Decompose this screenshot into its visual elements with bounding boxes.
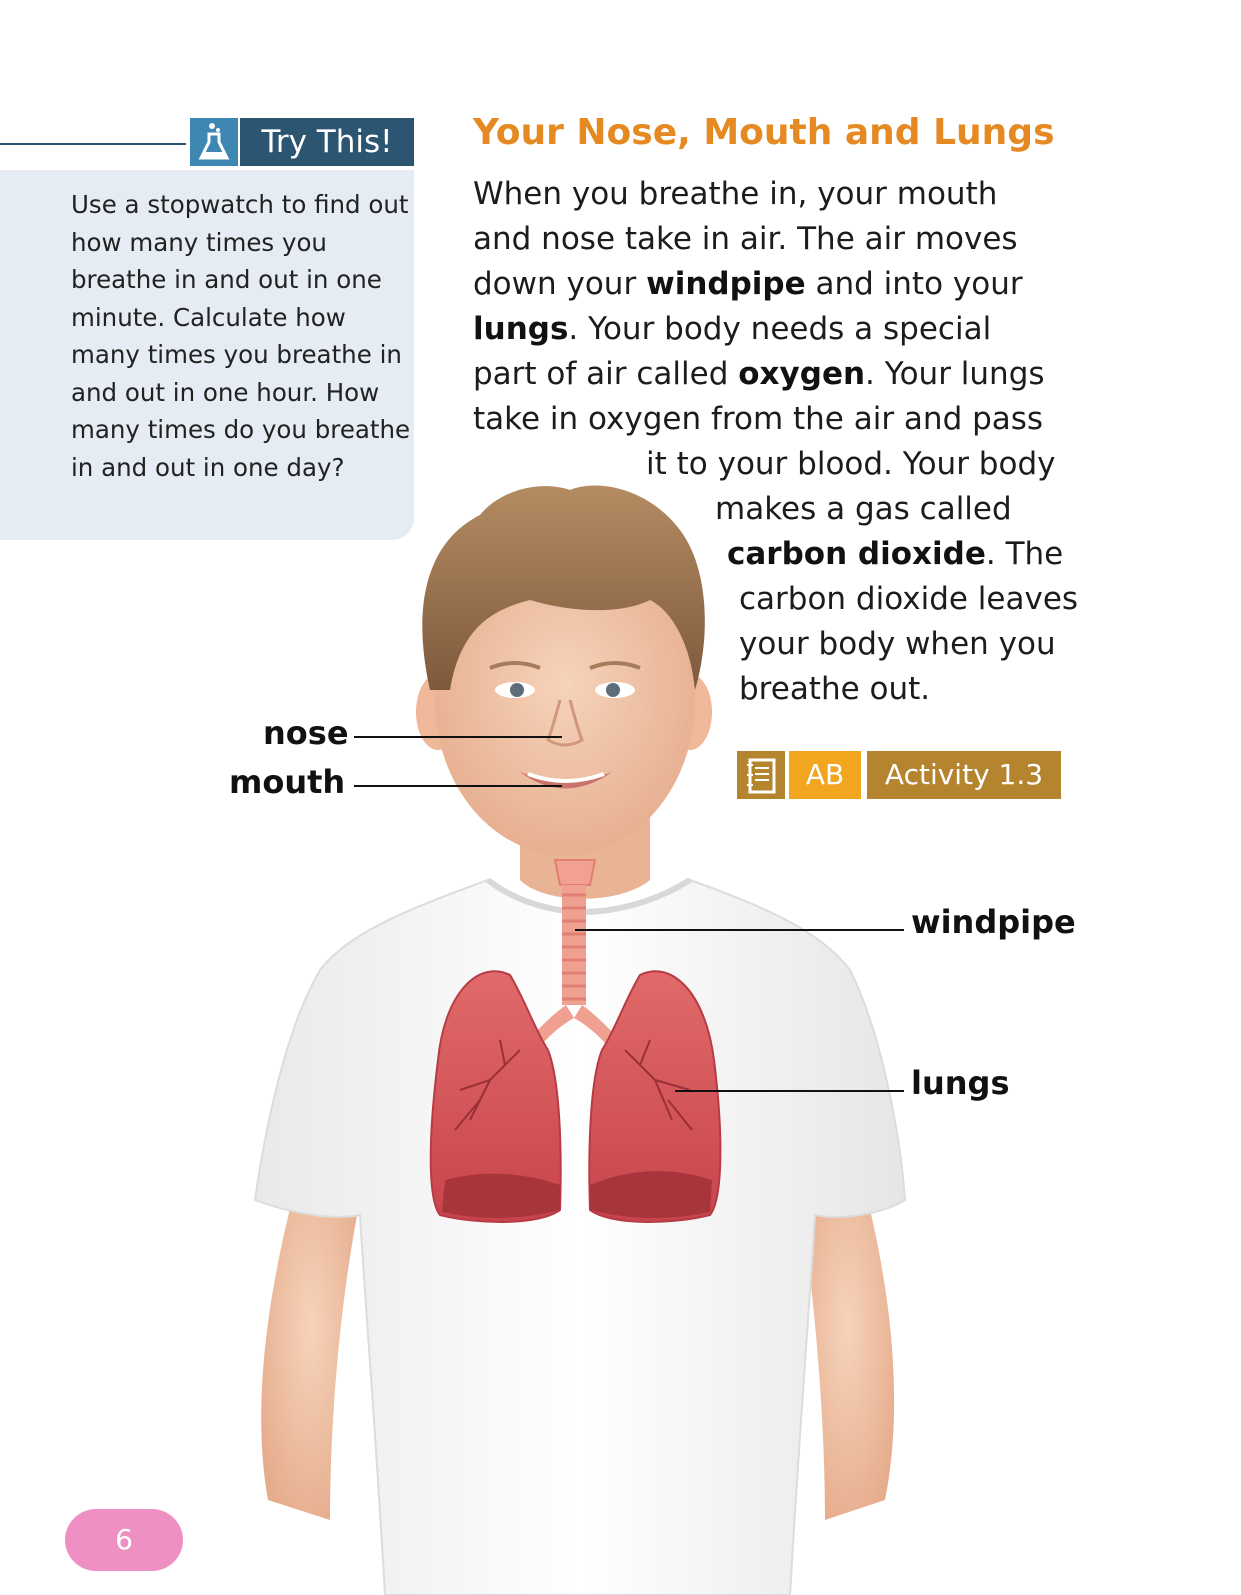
try-this-title: Try This!	[240, 118, 414, 166]
try-this-text: Use a stopwatch to find out how many times you breathe in and out in one minute. Calculate how many times you breathe in and out in one hour. How many times do you breathe in and out in one day?	[71, 190, 411, 482]
paragraph-line: breathe out.	[739, 671, 931, 707]
term-carbon-dioxide: carbon dioxide	[727, 536, 986, 572]
leader-line-windpipe	[575, 929, 904, 931]
paragraph-line: makes a gas called	[715, 491, 1012, 527]
activity-link[interactable]: Activity 1.3	[867, 751, 1061, 799]
paragraph-line: take in oxygen from the air and pass	[473, 401, 1044, 437]
paragraph-line: and nose take in air. The air moves	[473, 221, 1018, 257]
paragraph-line: part of air called oxygen. Your lungs	[473, 356, 1045, 392]
paragraph-line: When you breathe in, your mouth	[473, 176, 998, 212]
leader-line-nose	[354, 736, 562, 738]
left-arm	[261, 1170, 360, 1520]
term-lungs: lungs	[473, 311, 569, 347]
paragraph-line: it to your blood. Your body	[646, 446, 1056, 482]
term-windpipe: windpipe	[646, 266, 806, 302]
activity-book-tag[interactable]: AB	[789, 751, 861, 799]
flask-icon	[190, 118, 238, 166]
section-heading: Your Nose, Mouth and Lungs	[473, 112, 1055, 153]
term-oxygen: oxygen	[738, 356, 866, 392]
paragraph-line: carbon dioxide. The	[727, 536, 1064, 572]
paragraph-line: lungs. Your body needs a special	[473, 311, 992, 347]
label-mouth: mouth	[229, 763, 346, 801]
paragraph-line: down your windpipe and into your	[473, 266, 1023, 302]
leader-line-lungs	[675, 1090, 904, 1092]
try-this-rule	[0, 143, 186, 145]
notebook-icon[interactable]	[737, 751, 785, 799]
label-windpipe: windpipe	[911, 903, 1076, 941]
label-lungs: lungs	[911, 1064, 1010, 1102]
paragraph-line: your body when you	[739, 626, 1056, 662]
label-nose: nose	[263, 714, 349, 752]
page-number: 6	[65, 1509, 183, 1571]
leader-line-mouth	[354, 785, 562, 787]
paragraph-line: carbon dioxide leaves	[739, 581, 1079, 617]
